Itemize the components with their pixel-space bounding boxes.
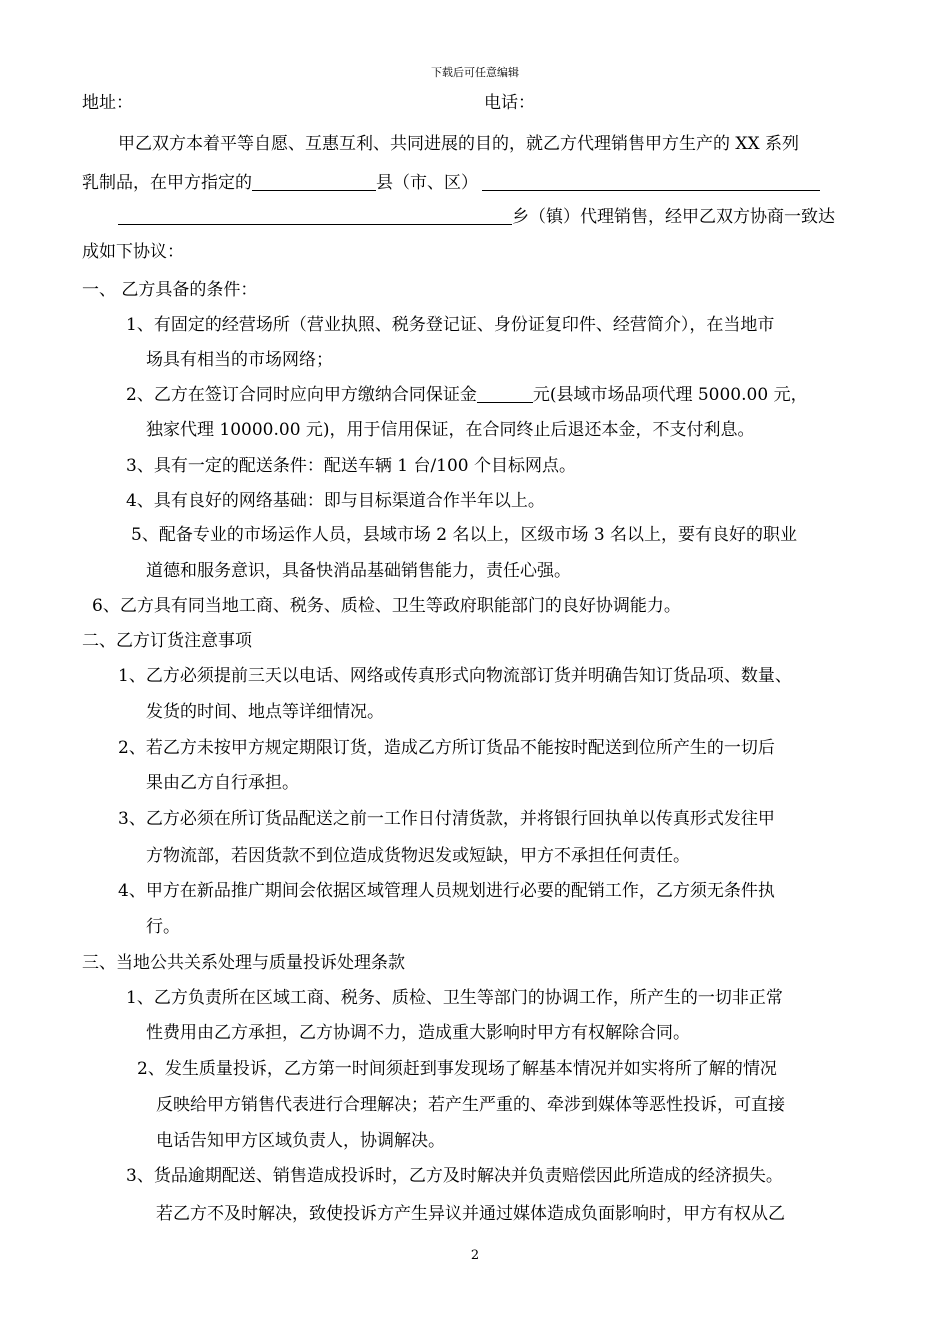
s1-item-2-post: 元(县域市场品项代理 5000.00 元， bbox=[532, 385, 808, 405]
s1-item-2-line-2: 独家代理 10000.00 元)，用于信用保证，在合同终止后退还本金，不支付利息。 bbox=[146, 420, 755, 440]
page-number: 2 bbox=[470, 1248, 480, 1263]
s2-item-4-line-1: 4、甲方在新品推广期间会依据区域管理人员规划进行必要的配销工作，乙方须无条件执 bbox=[118, 881, 775, 901]
s3-item-1-line-1: 1、乙方负责所在区域工商、税务、质检、卫生等部门的协调工作，所产生的一切非正常 bbox=[126, 988, 783, 1008]
s2-item-4-line-2: 行。 bbox=[146, 917, 180, 937]
intro-line-2-b: 县（市、区） bbox=[376, 173, 478, 193]
s1-item-5-line-2: 道德和服务意识，具备快消品基础销售能力，责任心强。 bbox=[146, 561, 571, 581]
address-label: 地址： bbox=[82, 93, 133, 113]
s2-item-1-line-1: 1、乙方必须提前三天以电话、网络或传真形式向物流部订货并明确告知订货品项、数量、 bbox=[118, 666, 792, 686]
intro-line-1: 甲乙双方本着平等自愿、互惠互利、共同进展的目的，就乙方代理销售甲方生产的 XX 系列 bbox=[118, 134, 800, 154]
s1-item-3: 3、具有一定的配送条件：配送车辆 1 台/100 个目标网点。 bbox=[126, 456, 577, 476]
intro-line-2 bbox=[82, 172, 820, 194]
s2-item-1-line-2: 发货的时间、地点等详细情况。 bbox=[146, 702, 384, 722]
s1-item-5-line-1: 5、配备专业的市场运作人员，县域市场 2 名以上，区级市场 3 名以上，要有良好的职业 bbox=[131, 525, 798, 545]
intro-line-2-a: 乳制品，在甲方指定的 bbox=[82, 173, 252, 193]
s1-item-1-line-1: 1、有固定的经营场所（营业执照、税务登记证、身份证复印件、经营简介），在当地市 bbox=[126, 315, 775, 335]
s3-item-1-line-2: 性费用由乙方承担，乙方协调不力，造成重大影响时甲方有权解除合同。 bbox=[146, 1023, 690, 1043]
town-blank bbox=[118, 207, 512, 225]
phone-label: 电话： bbox=[484, 93, 535, 113]
s3-item-2-line-1: 2、发生质量投诉，乙方第一时间须赶到事发现场了解基本情况并如实将所了解的情况 bbox=[137, 1059, 777, 1079]
s1-item-2-pre: 2、乙方在签订合同时应向甲方缴纳合同保证金 bbox=[126, 385, 477, 405]
s3-item-3-line-1: 3、货品逾期配送、销售造成投诉时，乙方及时解决并负责赔偿因此所造成的经济损失。 bbox=[126, 1166, 783, 1186]
s1-item-4: 4、具有良好的网络基础：即与目标渠道合作半年以上。 bbox=[126, 491, 545, 511]
district-blank bbox=[482, 173, 820, 191]
section-1-title: 一、 乙方具备的条件： bbox=[82, 280, 258, 300]
s3-item-3-line-2: 若乙方不及时解决，致使投诉方产生异议并通过媒体造成负面影响时，甲方有权从乙 bbox=[156, 1204, 785, 1224]
s2-item-3-line-2: 方物流部，若因货款不到位造成货物迟发或短缺，甲方不承担任何责任。 bbox=[146, 846, 690, 866]
section-2-title: 二、乙方订货注意事项 bbox=[82, 631, 252, 651]
intro-line-3 bbox=[118, 206, 835, 228]
s3-item-2-line-3: 电话告知甲方区域负责人，协调解决。 bbox=[156, 1131, 445, 1151]
intro-line-4: 成如下协议： bbox=[82, 242, 184, 262]
s1-item-2-line-1 bbox=[126, 384, 808, 406]
header-note: 下载后可任意编辑 bbox=[431, 66, 519, 79]
s2-item-2-line-2: 果由乙方自行承担。 bbox=[146, 773, 299, 793]
intro-line-3-text: 乡（镇）代理销售，经甲乙双方协商一致达 bbox=[512, 207, 835, 227]
s1-item-1-line-2: 场具有相当的市场网络； bbox=[146, 350, 333, 370]
deposit-blank bbox=[477, 385, 533, 403]
section-3-title: 三、当地公共关系处理与质量投诉处理条款 bbox=[82, 953, 405, 973]
s2-item-2-line-1: 2、若乙方未按甲方规定期限订货，造成乙方所订货品不能按时配送到位所产生的一切后 bbox=[118, 738, 775, 758]
county-blank bbox=[252, 173, 376, 191]
s1-item-6: 6、乙方具有同当地工商、税务、质检、卫生等政府职能部门的良好协调能力。 bbox=[92, 596, 681, 616]
s2-item-3-line-1: 3、乙方必须在所订货品配送之前一工作日付清货款，并将银行回执单以传真形式发往甲 bbox=[118, 809, 775, 829]
s3-item-2-line-2: 反映给甲方销售代表进行合理解决；若产生严重的、牵涉到媒体等恶性投诉，可直接 bbox=[156, 1095, 785, 1115]
